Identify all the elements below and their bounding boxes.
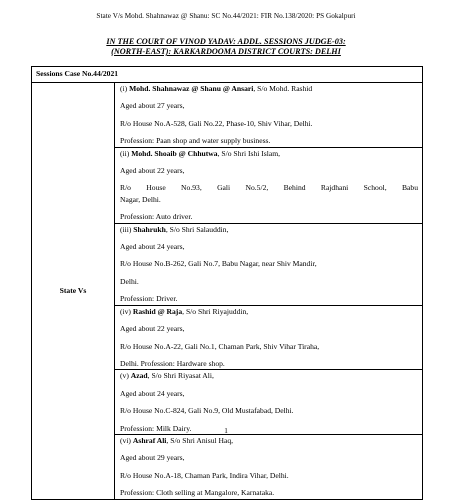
party-label: State Vs: [32, 83, 115, 500]
page-number: 1: [224, 427, 228, 435]
accused-name: Azad: [130, 371, 148, 381]
accused-profession: Profession: Driver.: [120, 294, 178, 304]
accused-age: Aged about 22 years,: [120, 166, 185, 176]
accused-block: [115, 147, 423, 223]
accused-address: R/o House No.B-262, Gali No.7, Babu Nagar, near Shiv Mandir,: [120, 259, 317, 269]
accused-name: Rashid @ Raja: [132, 306, 183, 316]
accused-block: [115, 434, 423, 499]
accused-age: Aged about 22 years,: [120, 324, 185, 334]
court-heading-line-2: (NORTH-EAST): KARKARDOOMA DISTRICT COURTS: DELHI: [111, 47, 341, 56]
accused-age: Aged about 24 years,: [120, 388, 185, 398]
accused-age: Aged about 27 years,: [120, 101, 185, 111]
accused-name: Ashraf Ali: [132, 435, 167, 445]
accused-address: R/o House No.93, Gali No.5/2, Behind Rajdhani School, Babu: [120, 183, 418, 193]
accused-profession: Profession: Milk Dairy.: [120, 423, 192, 433]
accused-address-cont: Delhi. Profession: Hardware shop.: [120, 358, 225, 368]
accused-address: R/o House No.A-18, Chaman Park, Indira Vihar, Delhi.: [120, 470, 289, 480]
accused-block: [115, 370, 423, 435]
accused-block: [115, 305, 423, 370]
accused-name-line: (ii) Mohd. Shoaib @ Chhutwa, S/o Shri Ishi Islam,: [120, 148, 281, 158]
accused-block: [115, 83, 423, 148]
court-heading-line-1: IN THE COURT OF VINOD YADAV: ADDL. SESSIONS JUDGE-03:: [106, 37, 346, 46]
accused-name: Mohd. Shahnawaz @ Shanu @ Ansari: [129, 84, 254, 93]
accused-profession: Profession: Paan shop and water supply business.: [120, 136, 271, 146]
accused-name-line: (v) Azad, S/o Shri Riyasat Ali,: [120, 371, 214, 381]
accused-name-line: (iv) Rashid @ Raja, S/o Shri Riyajuddin,: [120, 306, 249, 316]
court-heading: [40, 37, 412, 57]
accused-address-cont: Delhi.: [120, 276, 139, 286]
accused-address: R/o House No.C-824, Gali No.9, Old Mustafabad, Delhi.: [120, 406, 294, 416]
accused-profession: Profession: Cloth selling at Mangalore, Karnataka.: [120, 488, 275, 498]
accused-name: Shahrukh: [133, 224, 166, 234]
accused-address: R/o House No.A-22, Gali No.1, Chaman Park, Shiv Vihar Tiraha,: [120, 341, 320, 351]
running-header: State V/s Mohd. Shahnawaz @ Shanu: SC No.44/2021: FIR No.138/2020: PS Gokalpuri: [96, 12, 356, 20]
accused-name-line: (iii) Shahrukh, S/o Shri Salauddin,: [120, 224, 229, 234]
accused-address-cont: Nagar, Delhi.: [120, 194, 161, 204]
case-number: Sessions Case No.44/2021: [32, 67, 423, 83]
accused-profession: Profession: Auto driver.: [120, 212, 193, 222]
accused-address: R/o House No.A-528, Gali No.22, Phase-10, Shiv Vihar, Delhi.: [120, 118, 313, 128]
accused-name-line: (vi) Ashraf Ali, S/o Shri Anisul Haq,: [120, 435, 234, 445]
accused-block: [115, 223, 423, 305]
accused-age: Aged about 29 years,: [120, 453, 185, 463]
accused-age: Aged about 24 years,: [120, 242, 185, 252]
accused-name-line: (i) Mohd. Shahnawaz @ Shanu @ Ansari, S/o Mohd. Rashid: [120, 84, 313, 93]
accused-name: Mohd. Shoaib @ Chhutwa: [131, 148, 218, 158]
